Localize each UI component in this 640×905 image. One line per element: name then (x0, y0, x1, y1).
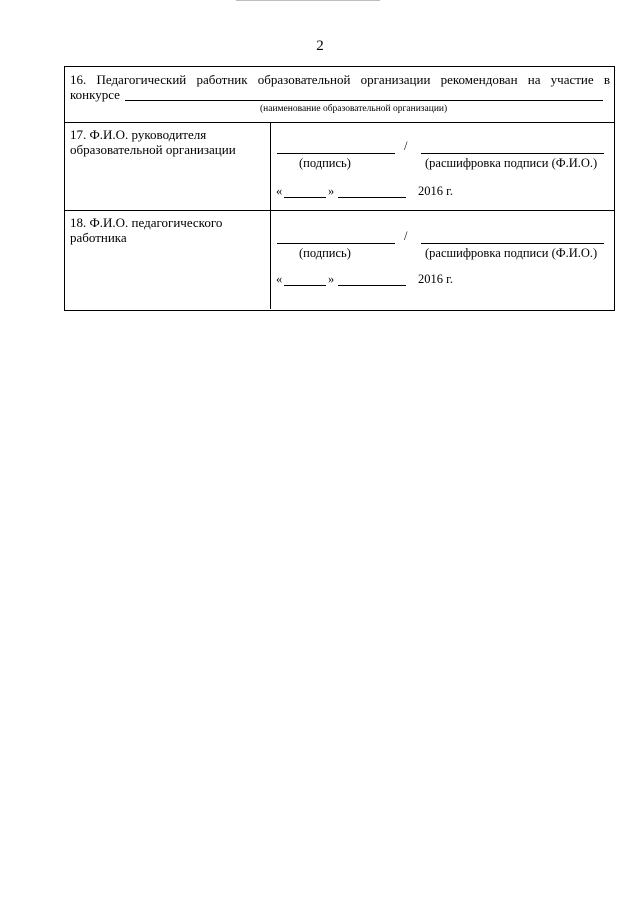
row18-label (70, 215, 260, 245)
day-field[interactable] (284, 285, 326, 286)
row17-label-line1: 17. Ф.И.О. руководителя (70, 127, 207, 142)
row-18 (65, 211, 614, 309)
month-field[interactable] (338, 197, 406, 198)
date-open-quote: « (276, 272, 283, 286)
column-divider (270, 123, 271, 210)
decoding-caption: (расшифровка подписи (Ф.И.О.) (425, 156, 598, 170)
row17-label (70, 127, 260, 157)
slash: / (404, 139, 408, 153)
signature-field[interactable] (277, 243, 395, 244)
date-close-quote: » (328, 272, 335, 286)
row17-label-line2: образовательной организации (70, 142, 236, 157)
row16-text-line1: 16. Педагогический работник образовательной организации рекомендован на участие в (70, 72, 610, 87)
form-table (64, 66, 615, 311)
date-close-quote: » (328, 184, 335, 198)
slash: / (404, 229, 408, 243)
year-label: 2016 г. (418, 184, 453, 198)
name-decoding-field[interactable] (421, 243, 604, 244)
year-label: 2016 г. (418, 272, 453, 286)
date-open-quote: « (276, 184, 283, 198)
signature-field[interactable] (277, 153, 395, 154)
organization-name-field[interactable] (125, 100, 603, 101)
month-field[interactable] (338, 285, 406, 286)
row18-label-line1: 18. Ф.И.О. педагогического (70, 215, 223, 230)
day-field[interactable] (284, 197, 326, 198)
column-divider (270, 211, 271, 309)
row18-label-line2: работника (70, 230, 127, 245)
signature-caption: (подпись) (299, 156, 351, 170)
row-16 (65, 67, 614, 123)
signature-caption: (подпись) (299, 246, 351, 260)
top-edge-line (236, 0, 380, 1)
organization-name-caption: (наименование образовательной организации) (260, 104, 448, 114)
row-17 (65, 123, 614, 211)
page-number: 2 (316, 38, 324, 54)
name-decoding-field[interactable] (421, 153, 604, 154)
row16-text-line2: конкурсе (70, 87, 120, 102)
decoding-caption: (расшифровка подписи (Ф.И.О.) (425, 246, 598, 260)
